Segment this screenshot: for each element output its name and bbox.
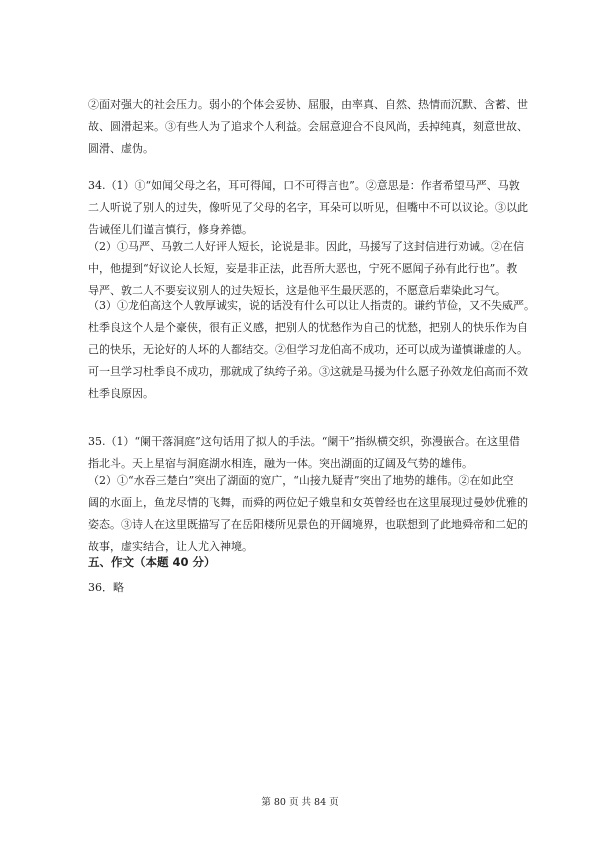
text-line: 二人听说了别人的过失，像听见了父母的名字，耳朵可以听见，但嘴中不可以议论。③以此 — [88, 201, 528, 214]
text-line: 告诫侄儿们谨言慎行，修身养德。 — [88, 223, 253, 236]
text-line: 可一旦学习杜季良不成功，那就成了纨绔子弟。③这就是马援为什么愿子孙效龙伯高而不效 — [88, 365, 528, 378]
paragraph-answer-34-3 — [88, 295, 535, 405]
text-line: ②面对强大的社会压力。弱小的个体会妥协、屈服，由率真、自然、热情而沉默、含蓄、世 — [88, 98, 528, 111]
text-line: 35.（1）“阑干落洞庭”这句话用了拟人的手法。“阑干”指纵横交织，弥漫嵌合。在这里借 — [88, 435, 520, 448]
text-line: 己的快乐，无论好的人坏的人都结交。②但学习龙伯高不成功，还可以成为谨慎谦虚的人。 — [88, 343, 528, 356]
page-footer: 第 80 页 共 84 页 — [261, 797, 339, 808]
text-line: （2）①马严、马敦二人好评人短长，论说是非。因此，马援写了这封信进行劝诫。②在信 — [88, 240, 524, 253]
text-line: 导严、敦二人不要妄议别人的过失短长，这是他平生最厌恶的，不愿意后辈染此习气。 — [88, 284, 506, 297]
text-line: 故事，虚实结合，让人尤入神境。 — [88, 540, 253, 553]
text-line: 34.（1）①“如闻父母之名，耳可得闻，口不可得言也”。②意思是：作者希望马严、马敦 — [88, 179, 520, 192]
text-line: 杜季良这个人是个豪侠，很有正义感，把别人的忧愁作为自己的忧愁，把别人的快乐作为自 — [88, 321, 528, 334]
text-line: 中，他提到“好议论人长短，妄是非正法，此吾所大恶也，宁死不愿闻子孙有此行也”。教 — [88, 262, 518, 275]
text-line: 阔的水面上，鱼龙尽情的飞舞，而舜的两位妃子娥皇和女英曾经也在这里展现过曼妙优雅的 — [88, 496, 528, 509]
text-line: 杜季良原因。 — [88, 387, 154, 400]
paragraph-intro — [88, 94, 528, 160]
paragraph-answer-35-2 — [88, 470, 528, 558]
text-line: 指北斗。天上星宿与洞庭湖水相连，融为一体。突出湖面的辽阔及气势的雄伟。 — [88, 457, 473, 470]
text-line: 姿态。③诗人在这里既描写了在岳阳楼所见景色的开阔境界，也联想到了此地舜帝和二妃的 — [88, 518, 528, 531]
answer-36: 36．略 — [88, 581, 124, 594]
text-line: 圆滑、虚伪。 — [88, 142, 154, 155]
text-line: 故、圆滑起来。③有些人为了追求个人利益。会屈意迎合不良风尚，丢掉纯真，刻意世故、 — [88, 120, 528, 133]
text-line: （2）①“水吞三楚白”突出了湖面的宽广，“山接九疑青”突出了地势的雄伟。②在如此空 — [88, 474, 514, 487]
paragraph-answer-34-2 — [88, 236, 524, 302]
paragraph-answer-34-1 — [88, 175, 528, 241]
section-heading-composition: 五、作文（本题 40 分） — [88, 555, 216, 569]
paragraph-answer-35-1 — [88, 431, 518, 475]
text-line: （3）①龙伯高这个人敦厚诚实，说的话没有什么可以让人指责的。谦约节俭，又不失威严。 — [88, 299, 535, 312]
